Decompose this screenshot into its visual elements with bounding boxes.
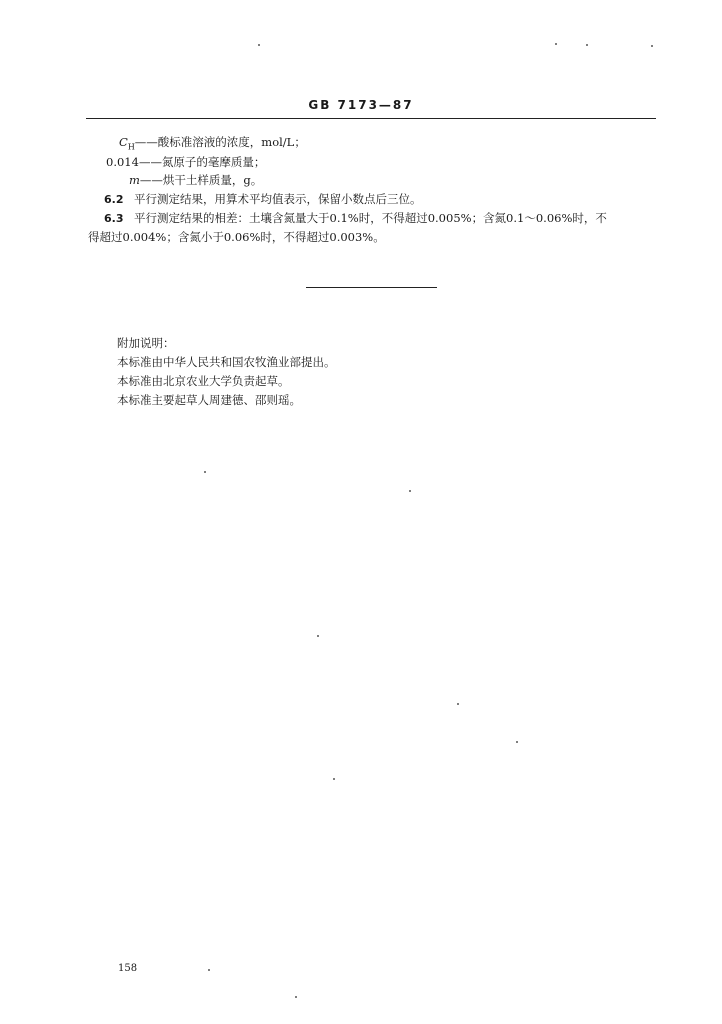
- scan-speck: [409, 490, 411, 492]
- scan-speck: [295, 996, 297, 998]
- page-number: 158: [118, 963, 138, 974]
- note-item: 本标准由中华人民共和国农牧渔业部提出。: [117, 355, 336, 369]
- definition-symbol: C: [119, 135, 128, 149]
- scan-speck: [258, 44, 260, 46]
- standard-code-header: GB 7173—87: [308, 98, 414, 112]
- section-continuation-text: 得超过0.004%；含氮小于0.06%时，不得超过0.003%。: [88, 230, 385, 244]
- header-rule: [86, 118, 656, 119]
- scan-speck: [651, 45, 653, 47]
- section-6-3: [104, 211, 607, 226]
- scan-speck: [555, 43, 557, 45]
- definition-text: ——酸标准溶液的浓度，mol/L；: [134, 135, 306, 149]
- definition-subscript: H: [127, 142, 135, 152]
- section-6-3-continuation: [88, 230, 385, 244]
- section-number: 6.2: [104, 193, 124, 206]
- definition-line-constant: [106, 155, 265, 169]
- section-6-2: [104, 192, 422, 207]
- definition-text: ——氮原子的毫摩质量；: [138, 155, 266, 169]
- note-item: 本标准由北京农业大学负责起草。: [117, 374, 290, 388]
- note-item: 本标准主要起草人周建德、邵则瑶。: [117, 393, 301, 407]
- scan-speck: [457, 703, 459, 705]
- scan-speck: [586, 44, 588, 46]
- section-text: 平行测定结果的相差：土壤含氮量大于0.1%时，不得超过0.005%；含氮0.1～0.06%时，不: [134, 211, 607, 225]
- scan-speck: [516, 741, 518, 743]
- scan-speck: [204, 471, 206, 473]
- end-of-text-rule: [306, 287, 437, 288]
- definition-symbol: 0.014: [106, 155, 139, 169]
- definition-line-ch: [119, 135, 306, 154]
- scan-speck: [317, 635, 319, 637]
- notes-title: 附加说明：: [117, 336, 175, 350]
- section-text: 平行测定结果，用算术平均值表示，保留小数点后三位。: [134, 192, 422, 206]
- scan-speck: [333, 778, 335, 780]
- definition-symbol: m: [129, 173, 140, 187]
- scan-speck: [208, 969, 210, 971]
- section-number: 6.3: [104, 212, 124, 225]
- definition-text: ——烘干土样质量，g。: [139, 173, 263, 187]
- definition-line-m: [129, 173, 262, 187]
